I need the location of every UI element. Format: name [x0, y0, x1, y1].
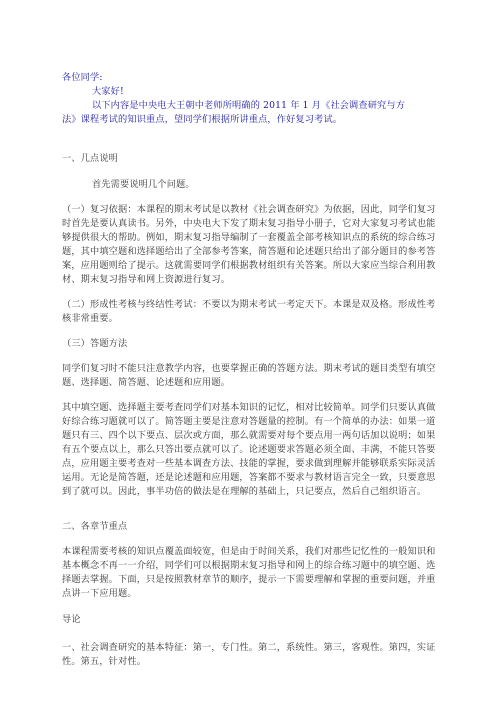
section-two-line-4: 点讲一下应用题。: [62, 588, 137, 599]
intro-chapter-line-1: 一、社会调查研究的基本特征：第一，专门性。第二，系统性。第三，客观性。第四，实证: [62, 642, 436, 653]
section-two-line-2: 基本概念不再一一介绍，同学们可以根据期末复习指导和网上的综合练习题中的填空题、选: [62, 560, 436, 571]
item-1-line-2: 时首先是要认真读书。另外，中央电大下发了期末复习指导小册子，它对大家复习考试也能: [62, 218, 436, 229]
intro-chapter-line-2: 性。第五，针对性。: [62, 656, 147, 667]
intro-line-1: 以下内容是中央电大王朝中老师所明确的 2011 年 1 月《社会调查研究与方: [92, 100, 406, 111]
item-1-line-5: 案，应用题则给了提示。这就需要同学们根据教材组织有关答案。所以大家应当综合利用教: [62, 260, 436, 271]
section-two-title: 二、各章节重点: [62, 521, 128, 532]
item-3-para2-line-7: 到了就可以。因此，事半功倍的做法是在理解的基础上，只记要点，然后自己组织语言。: [62, 486, 427, 497]
intro-line-2: 法》课程考试的知识重点，望同学们根据所讲重点，作好复习考试。: [62, 114, 343, 125]
section-two-line-1: 本课程需要考核的知识点覆盖面较宽，但是由于时间关系，我们对那些记忆性的一般知识和: [62, 546, 436, 557]
item-1-line-3: 够提供很大的帮助。例如，期末复习指导编制了一套覆盖全部考核知识点的系统的综合练习: [62, 232, 436, 243]
item-3-para1-line-2: 题、选择题、简答题、论述题和应用题。: [62, 377, 231, 388]
item-1-line-6: 材、期末复习指导和网上资源进行复习。: [62, 274, 231, 285]
section-one-lead: 首先需要说明几个问题。: [92, 179, 195, 190]
item-1-line-1: （一）复习依据：本课程的期末考试是以教材《社会调查研究》为依据，因此，同学们复习: [62, 204, 436, 215]
item-2-line-1: （二）形成性考核与终结性考试：不要以为期末考试一考定天下。本课是双及格。形成性考: [62, 299, 436, 310]
hello-line: 大家好!: [92, 86, 124, 97]
item-3-para2-line-4: 有五个要点以上，那么只答出要点就可以了。论述题要求答题必须全面、丰满，不能只答要: [62, 444, 436, 455]
item-3-para1-line-1: 同学们复习时不能只注意教学内容，也要掌握正确的答题方法。期末考试的题目类型有填空: [62, 363, 436, 374]
item-3-para2-line-6: 运用。无论是简答题，还是论述题和应用题，答案都不要求与教材语言完全一致，只要意思: [62, 472, 436, 483]
item-3-para2-line-1: 其中填空题、选择题主要考查同学们对基本知识的记忆，相对比较简单。同学们只要认真做: [62, 402, 436, 413]
section-one-title: 一、几点说明: [62, 153, 119, 164]
salutation: 各位同学:: [62, 72, 103, 83]
item-2-line-2: 核非常重要。: [62, 313, 119, 324]
item-3-para2-line-2: 好综合练习题就可以了。简答题主要是注意对答题量的控制。有一个简单的办法：如果一道: [62, 416, 436, 427]
item-3-title: （三）答题方法: [62, 338, 128, 349]
intro-chapter-title: 导论: [62, 614, 81, 625]
item-1-line-4: 题，其中填空题和选择题给出了全部参考答案，简答题和论述题只给出了部分题目的参考答: [62, 246, 436, 257]
item-3-para2-line-3: 题只有三、四个以下要点、层次或方面，那么就需要对每个要点用一两句话加以说明；如果: [62, 430, 436, 441]
section-two-line-3: 择题去掌握。下面，只是按照教材章节的顺序，提示一下需要理解和掌握的重要问题，并重: [62, 574, 436, 585]
item-3-para2-line-5: 点，应用题主要考查对一些基本调查方法、技能的掌握，要求做到理解并能够联系实际灵活: [62, 458, 436, 469]
